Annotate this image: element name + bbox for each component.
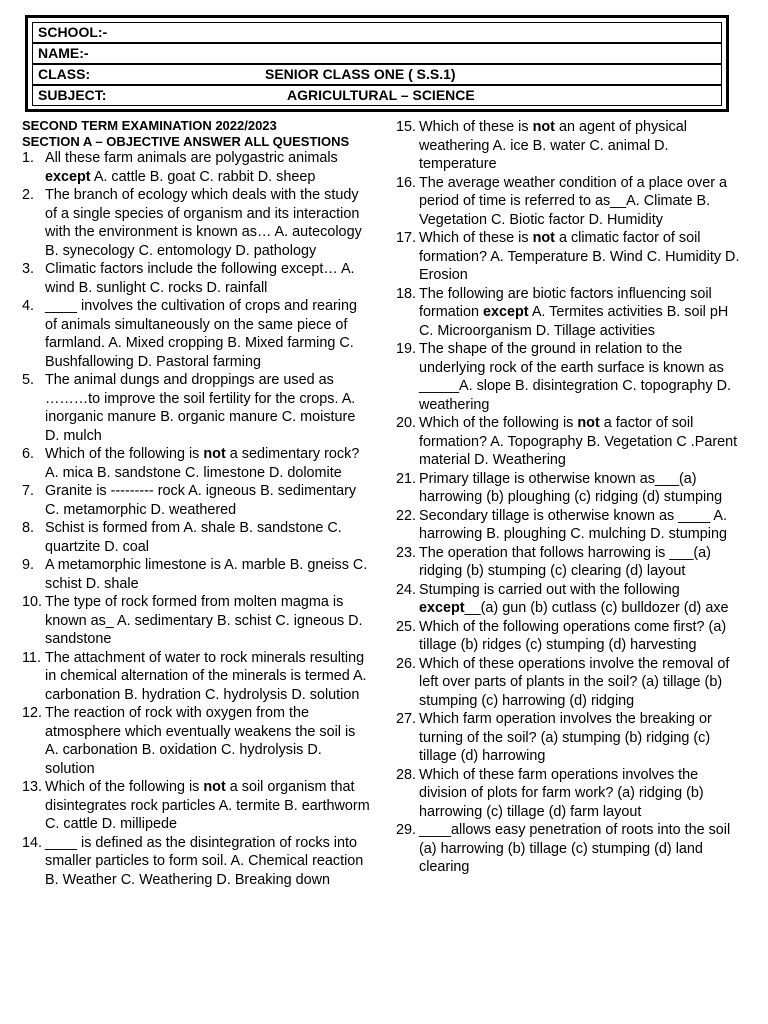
question-item xyxy=(396,229,744,285)
question-text: A metamorphic limestone is A. marble B. gneiss C. schist D. shale xyxy=(45,557,368,592)
question-item xyxy=(396,118,744,174)
question-item xyxy=(396,544,744,581)
question-text: Which of the following is xyxy=(419,415,578,431)
name-label: NAME:- xyxy=(38,45,89,61)
question-text: Which of these is xyxy=(419,230,533,246)
question-item xyxy=(396,618,744,655)
question-text: ____ is defined as the disintegration of rocks into smaller particles to form soil. A. Chemical reaction B. Weather C. Weathering D. Breaking down xyxy=(45,834,364,888)
question-text: ____ involves the cultivation of crops and rearing of animals simultaneously on the same piece of farmland. A. Mixed cropping B. Mixed farming C. Bushfallowing D. Pastoral farming xyxy=(45,298,357,370)
question-number: 19. xyxy=(396,341,417,357)
question-list-right xyxy=(396,118,744,877)
question-emphasis: not xyxy=(203,446,226,462)
question-text: The average weather condition of a place over a period of time is referred to as__A. Climate B. Vegetation C. Biotic factor D. Humidity xyxy=(419,174,727,228)
question-item xyxy=(22,445,372,482)
question-item xyxy=(396,581,744,618)
question-options: a soil organism that disintegrates rock particles A. termite B. earthworm C. cattle D. millipede xyxy=(45,779,370,832)
question-item xyxy=(396,340,744,414)
question-text: The reaction of rock with oxygen from the atmosphere which eventually weakens the soil is A. carbonation B. oxidation C. hydrolysis D. solution xyxy=(45,705,356,777)
question-item xyxy=(22,593,372,649)
question-number: 21. xyxy=(396,470,417,487)
question-number: 8. xyxy=(22,520,35,536)
question-text: Granite is --------- rock A. igneous B. sedimentary C. metamorphic D. weathered xyxy=(45,483,357,518)
name-row xyxy=(32,43,722,64)
question-emphasis: not xyxy=(532,230,555,246)
question-options: a factor of soil formation? A. Topography B. Vegetation C .Parent material D. Weathering xyxy=(419,415,738,468)
question-number: 11. xyxy=(22,649,41,666)
question-number: 28. xyxy=(396,766,417,783)
question-number: 24. xyxy=(396,581,417,598)
question-number: 1. xyxy=(22,150,35,166)
question-number: 20. xyxy=(396,415,417,431)
question-item xyxy=(396,174,744,230)
subject-row xyxy=(32,85,722,106)
question-item xyxy=(22,556,372,593)
question-options: __(a) gun (b) cutlass (c) bulldozer (d) axe xyxy=(464,600,729,616)
question-text: The shape of the ground in relation to the underlying rock of the earth surface is known as _____A. slope B. disintegration C. topography D. weathering xyxy=(419,341,731,413)
question-emphasis: except xyxy=(483,304,529,320)
question-text: Primary tillage is otherwise known as___(a) harrowing (b) ploughing (c) ridging (d) stumping xyxy=(419,470,723,505)
question-text: Which of these farm operations involves the division of plots for farm work? (a) ridging (b) harrowing (c) tillage (d) farm layout xyxy=(419,766,704,820)
question-item xyxy=(22,519,372,556)
question-options: A. Termites activities B. soil pH C. Microorganism D. Tillage activities xyxy=(419,304,729,339)
question-number: 22. xyxy=(396,507,417,524)
question-text: Which of these is xyxy=(419,119,533,135)
question-item xyxy=(22,371,372,445)
question-text: The type of rock formed from molten magma is known as_ A. sedimentary B. schist C. igneous D. sandstone xyxy=(45,594,363,647)
question-item xyxy=(22,482,372,519)
question-emphasis: not xyxy=(203,779,226,795)
question-item xyxy=(22,260,372,297)
question-number: 13. xyxy=(22,779,43,795)
right-column xyxy=(396,118,744,877)
left-column xyxy=(22,118,372,889)
question-item xyxy=(396,766,744,822)
question-item xyxy=(22,149,372,186)
question-item xyxy=(396,414,744,470)
question-number: 17. xyxy=(396,230,417,246)
question-options: a climatic factor of soil formation? A. Temperature B. Wind C. Humidity D. Erosion xyxy=(419,230,740,283)
question-text: The branch of ecology which deals with the study of a single species of organism and its interaction with the environment is known as… A. autecology B. synecology C. entomology D. pathology xyxy=(45,187,362,259)
question-number: 26. xyxy=(396,655,417,672)
question-item xyxy=(22,778,372,834)
school-row xyxy=(32,22,722,43)
question-emphasis: not xyxy=(532,119,555,135)
header-box xyxy=(25,15,729,112)
question-text: The following are biotic factors influencing soil formation xyxy=(419,285,712,320)
question-item xyxy=(22,834,372,890)
question-emphasis: except xyxy=(45,168,91,185)
question-item xyxy=(22,704,372,778)
question-text: Stumping is carried out with the following xyxy=(419,581,680,598)
question-item xyxy=(396,655,744,711)
question-number: 2. xyxy=(22,187,35,203)
question-text: Schist is formed from A. shale B. sandstone C. quartzite D. coal xyxy=(45,520,342,555)
question-options: a sedimentary rock? A. mica B. sandstone C. limestone D. dolomite xyxy=(45,446,360,481)
question-number: 23. xyxy=(396,544,417,561)
question-item xyxy=(396,821,744,877)
question-number: 5. xyxy=(22,372,35,388)
question-item xyxy=(22,297,372,371)
question-item xyxy=(396,470,744,507)
question-text: Secondary tillage is otherwise known as ____ A. harrowing B. ploughing C. mulching D. stumping xyxy=(419,507,727,542)
question-item xyxy=(396,710,744,766)
question-text: ____allows easy penetration of roots into the soil (a) harrowing (b) tillage (c) stumping (d) land clearing xyxy=(419,822,731,875)
section-title: SECTION A – OBJECTIVE ANSWER ALL QUESTIONS xyxy=(22,133,350,149)
question-number: 4. xyxy=(22,298,35,314)
question-text: Which farm operation involves the breaking or turning of the soil? (a) stumping (b) ridging (c) tillage (d) harrowing xyxy=(419,711,712,764)
exam-title: SECOND TERM EXAMINATION 2022/2023 xyxy=(22,118,277,133)
question-text: Which of these operations involve the removal of left over parts of plants in the soil? (a) tillage (b) stumping (c) harrowing (d) ridging xyxy=(419,655,730,709)
question-number: 25. xyxy=(396,618,417,635)
subject-label: SUBJECT: xyxy=(38,87,107,103)
question-number: 18. xyxy=(396,285,417,302)
question-list-left xyxy=(22,149,372,889)
school-label: SCHOOL:- xyxy=(38,24,108,40)
header-table xyxy=(32,22,722,105)
question-number: 9. xyxy=(22,557,35,573)
question-text: The attachment of water to rock minerals resulting in chemical alternation of the minerals is termed A. carbonation B. hydration C. hydrolysis D. solution xyxy=(45,649,367,703)
class-value: SENIOR CLASS ONE ( S.S.1) xyxy=(265,66,456,82)
question-text: Climatic factors include the following except… A. wind B. sunlight C. rocks D. rainfall xyxy=(45,261,355,296)
question-text: Which of the following is xyxy=(45,446,204,462)
question-options: A. cattle B. goat C. rabbit D. sheep xyxy=(90,168,316,185)
class-row xyxy=(32,64,722,85)
question-item xyxy=(22,186,372,260)
question-number: 12. xyxy=(22,705,43,721)
subject-value: AGRICULTURAL – SCIENCE xyxy=(287,87,475,103)
question-number: 10. xyxy=(22,594,43,610)
question-number: 27. xyxy=(396,711,417,727)
question-emphasis: except xyxy=(419,600,465,616)
question-item xyxy=(22,649,372,705)
question-options: an agent of physical weathering A. ice B. water C. animal D. temperature xyxy=(419,119,687,172)
question-number: 3. xyxy=(22,261,35,277)
question-number: 6. xyxy=(22,446,35,462)
question-text: All these farm animals are polygastric animals xyxy=(45,150,338,166)
question-item xyxy=(396,285,744,341)
question-text: The operation that follows harrowing is ___(a) ridging (b) stumping (c) clearing (d) layout xyxy=(419,544,711,579)
question-text: Which of the following is xyxy=(45,779,204,795)
question-emphasis: not xyxy=(577,415,600,431)
question-number: 29. xyxy=(396,822,417,838)
class-label: CLASS: xyxy=(38,66,91,82)
question-item xyxy=(396,507,744,544)
question-text: Which of the following operations come first? (a) tillage (b) ridges (c) stumping (d) harvesting xyxy=(419,618,727,653)
question-number: 14. xyxy=(22,834,43,851)
question-number: 15. xyxy=(396,119,417,135)
question-number: 16. xyxy=(396,174,417,191)
question-number: 7. xyxy=(22,483,35,499)
question-text: The animal dungs and droppings are used as ………to improve the soil fertility for the crops. A. inorganic manure B. organic manure C. moisture D. mulch xyxy=(45,372,356,444)
